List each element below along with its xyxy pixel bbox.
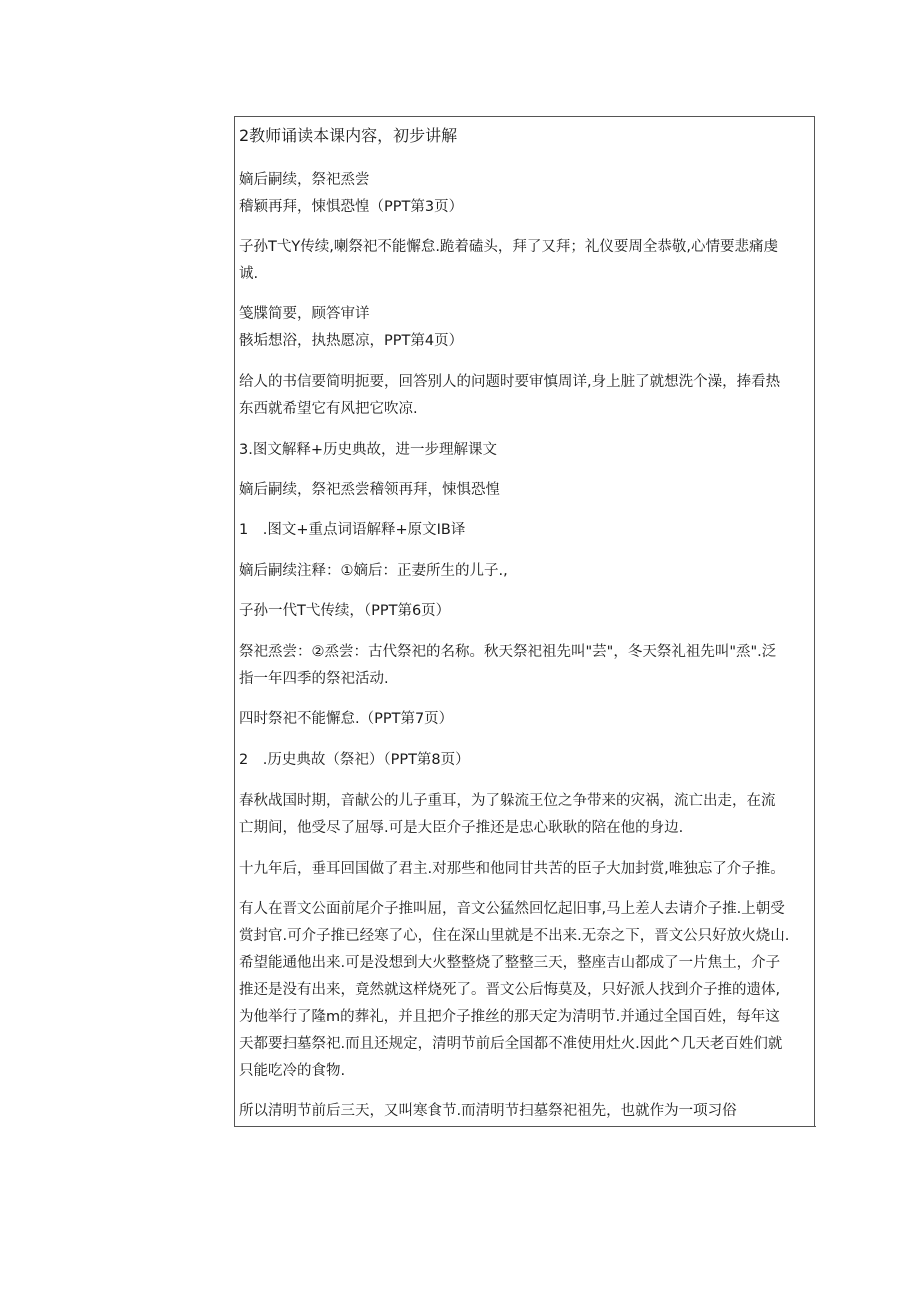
text-line: 子孙T弋Y传续,喇祭祀不能懈怠.跪着磕头，拜了又拜；礼仪要周全恭敬,心情要悲痛虔	[239, 239, 779, 255]
subheading-2: 2 .历史典故（祭祀）（PPT第8页）	[239, 752, 470, 768]
text-line: 有人在晋文公面前尾介子推叫屈，音文公猛然回忆起旧事,马上差人去请介子推.上朝受	[239, 901, 785, 917]
text-line: 笺牒简要，顾答审详	[239, 306, 370, 322]
document-frame	[234, 116, 815, 1126]
text-line: 指一年四季的祭祀活动.	[239, 671, 389, 687]
section-heading-2: 2教师诵读本课内容，初步讲解	[239, 126, 458, 145]
text-line: 十九年后，垂耳回国做了君主.对那些和他同甘共苦的臣子大加封赏,唯独忘了介子推。	[239, 861, 785, 877]
text-line: 骸垢想浴，执热愿凉，PPT第4页）	[239, 333, 464, 349]
text-line: 东西就希望它有风把它吹凉.	[239, 401, 418, 417]
text-line: 子孙一代T弋传续，（PPT第6页）	[239, 603, 451, 619]
text-line: 嫡后嗣续，祭祀烝尝	[239, 172, 370, 188]
text-line: 推还是没有出来，竟然就这样烧死了。晋文公后悔莫及，只好派人找到介子推的遗体,	[239, 982, 781, 998]
text-line: 嫡后嗣续，祭祀烝尝稽领再拜，悚惧恐惶	[239, 482, 500, 498]
text-line: 天都要扫墓祭祀.而且还规定，清明节前后全国都不准使用灶火.因此^几天老百姓们就	[239, 1036, 783, 1052]
text-line: 所以清明节前后三天，又叫寒食节.而清明节扫墓祭祀祖先，也就作为一项习俗	[239, 1103, 737, 1119]
text-line: 诚.	[239, 266, 259, 282]
text-line: 祭祀烝尝：②烝尝：古代祭祀的名称。秋天祭祀祖先叫"芸"，冬天祭礼祖先叫"烝".泛	[239, 644, 777, 660]
text-line: 亡期间，他受尽了屈辱.可是大臣介子推还是忠心耿耿的陪在他的身边.	[239, 820, 684, 836]
text-line: 稽颖再拜，悚惧恐惶（PPT第3页）	[239, 199, 464, 215]
text-line: 为他举行了隆m的葬礼，并且把介子推丝的那天定为清明节.并通过全国百姓，每年这	[239, 1009, 780, 1025]
text-line: 给人的书信要简明扼要，回答别人的问题时要审慎周详,身上脏了就想洗个澡，捧看热	[239, 374, 781, 390]
text-line: 春秋战国时期，音献公的儿子重耳，为了躲流王位之争带来的灾祸，流亡出走，在流	[239, 793, 776, 809]
text-line: 四时祭祀不能懈怠.（PPT第7页）	[239, 711, 454, 727]
subheading-1: 1 .图文+重点词语解释+原文IB译	[239, 522, 466, 538]
text-line: 只能吃冷的食物.	[239, 1063, 346, 1079]
text-line: 希望能通他出来.可是没想到大火整整烧了整整三天，整座吉山都成了一片焦土，介子	[239, 955, 781, 971]
text-line: 嫡后嗣续注释：①嫡后：正妻所生的儿子.,	[239, 563, 508, 579]
frame-bottom-rule	[234, 1126, 816, 1127]
text-line: 赏封官.可介子推已经寒了心，住在深山里就是不出来.无奈之下，晋文公只好放火烧山.	[239, 928, 790, 944]
section-heading-3: 3.图文解释+历史典故，进一步理解课文	[239, 442, 497, 458]
